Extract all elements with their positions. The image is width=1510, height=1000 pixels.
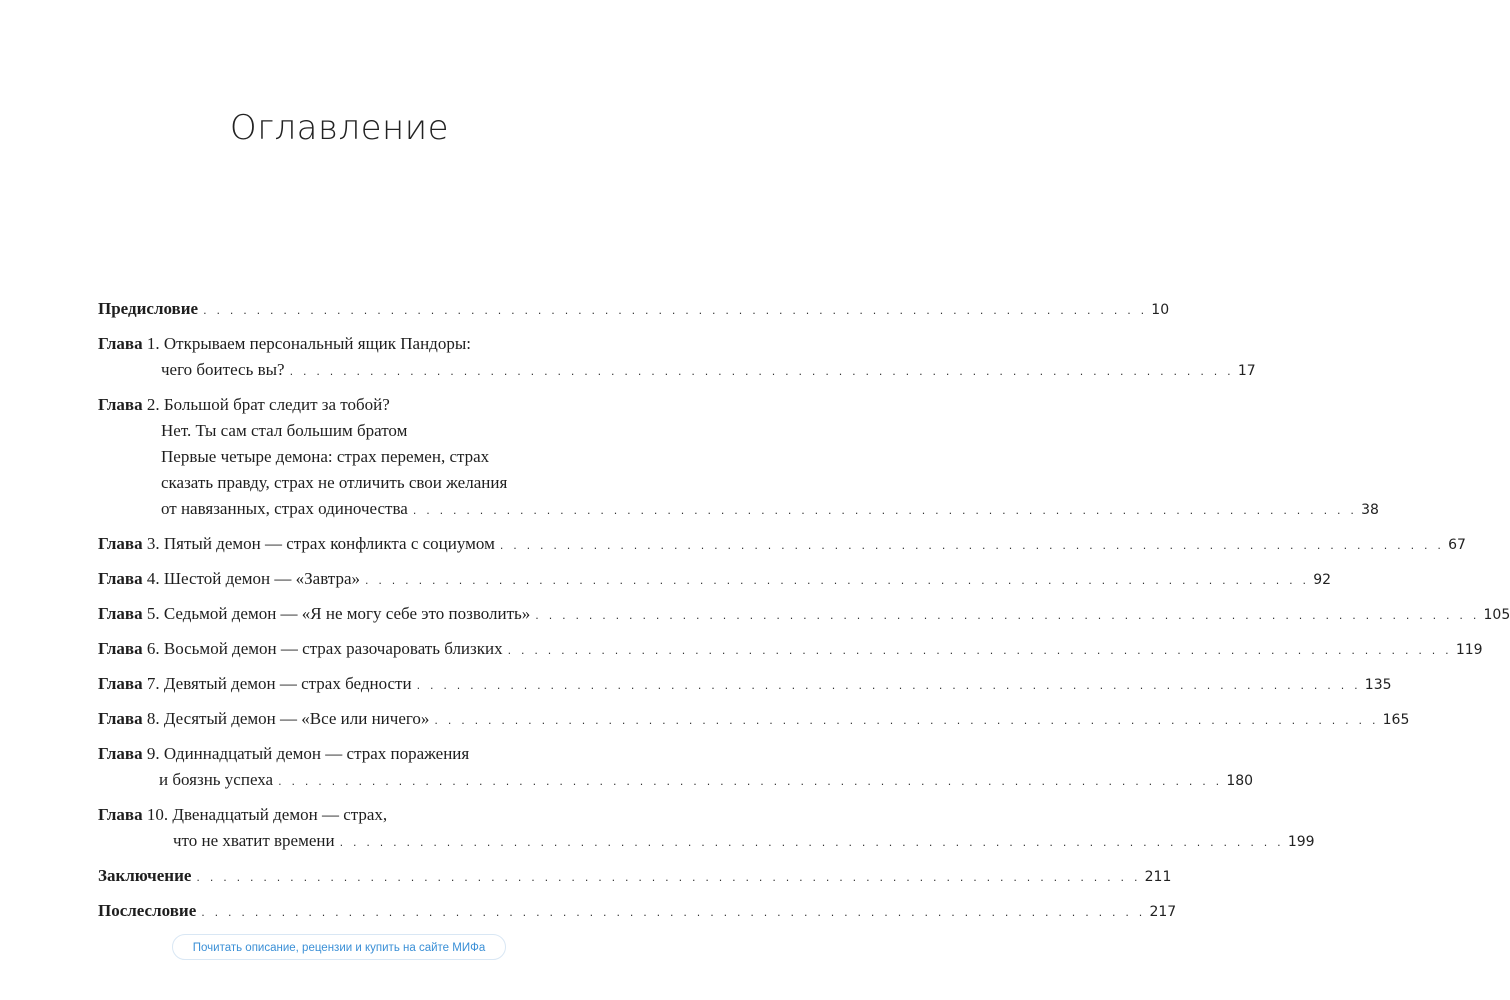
entry-label: Послесловие (98, 901, 197, 920)
toc-line (98, 357, 1256, 383)
page-number: 10 (1151, 302, 1170, 318)
toc-line (98, 898, 1177, 924)
toc-entry-chapter-6[interactable] (98, 636, 1483, 662)
toc-line (98, 470, 582, 496)
chapter-number: 9 (142, 744, 156, 763)
toc-entry-afterword[interactable] (98, 898, 1177, 924)
entry-label: Предисловие (98, 299, 199, 318)
page-number: 92 (1313, 572, 1332, 588)
chapter-number: 3 (142, 534, 156, 553)
page-number: 17 (1237, 363, 1256, 379)
dot-leader: . . . . . . . . . . . . . . . . . . . . . . . . . . . . . . . . . . . . . . . . . . . . . . . . . . . . . . . . . . . . . . . . . . . . . . . (196, 871, 1141, 884)
toc-line (98, 444, 582, 470)
toc-entry-chapter-5[interactable] (98, 601, 1510, 627)
entry-label: Глава (98, 334, 143, 353)
dot-leader: . . . . . . . . . . . . . . . . . . . . . . . . . . . . . . . . . . . . . . . . . . . . . . . . . . . . . . . . . . . . . . . . . . . . . . . (507, 644, 1452, 657)
page-number: 217 (1149, 904, 1177, 920)
page-number: 165 (1382, 712, 1410, 728)
dot-leader: . . . . . . . . . . . . . . . . . . . . . . . . . . . . . . . . . . . . . . . . . . . . . . . . . . . . . . . . . . . . . . . . . . . . . . . (499, 539, 1445, 552)
entry-title-line: . Десятый демон — «Все или ничего» (155, 709, 430, 728)
chapter-number: 7 (142, 674, 156, 693)
toc-line (98, 706, 1410, 732)
toc-line (98, 828, 1315, 854)
toc-entry-preface[interactable] (98, 296, 1170, 322)
entry-label: Глава (98, 744, 143, 763)
table-of-contents (98, 296, 1510, 933)
chapter-number: 6 (142, 639, 156, 658)
entry-title-line: и боязнь успеха (159, 770, 274, 789)
entry-title-line: Первые четыре демона: страх перемен, страх (161, 447, 490, 466)
dot-leader: . . . . . . . . . . . . . . . . . . . . . . . . . . . . . . . . . . . . . . . . . . . . . . . . . . . . . . . . . . . . . . . . . . . . . . . (365, 574, 1310, 587)
chapter-number: 10 (142, 805, 164, 824)
entry-title-line: . Двенадцатый демон — страх, (163, 805, 388, 824)
promo-link[interactable]: Почитать описание, рецензии и купить на сайте МИФа (172, 934, 506, 960)
page-number: 135 (1364, 677, 1392, 693)
toc-line (98, 636, 1483, 662)
page-number: 211 (1144, 869, 1172, 885)
entry-label: Глава (98, 709, 143, 728)
entry-title-line: чего боитесь вы? (161, 360, 285, 379)
entry-title-line: . Одиннадцатый демон — страх поражения (155, 744, 470, 763)
entry-label: Глава (98, 569, 143, 588)
dot-leader: . . . . . . . . . . . . . . . . . . . . . . . . . . . . . . . . . . . . . . . . . . . . . . . . . . . . . . . . . . . . . . . . . . . . . . . (201, 906, 1146, 919)
dot-leader: . . . . . . . . . . . . . . . . . . . . . . . . . . . . . . . . . . . . . . . . . . . . . . . . . . . . . . . . . . . . . . . . . . . . . . . (416, 679, 1361, 692)
toc-line (98, 671, 1392, 697)
toc-line (98, 496, 1379, 522)
toc-entry-chapter-9[interactable] (98, 741, 1254, 793)
entry-label: Глава (98, 534, 143, 553)
page-number: 199 (1287, 834, 1315, 850)
page-number: 105 (1483, 607, 1510, 623)
toc-line (98, 296, 1170, 322)
toc-line (98, 802, 582, 828)
page-number: 119 (1455, 642, 1483, 658)
entry-title-line: . Пятый демон — страх конфликта с социумом (155, 534, 495, 553)
entry-label: Глава (98, 639, 143, 658)
toc-line (98, 741, 582, 767)
toc-entry-chapter-8[interactable] (98, 706, 1410, 732)
dot-leader: . . . . . . . . . . . . . . . . . . . . . . . . . . . . . . . . . . . . . . . . . . . . . . . . . . . . . . . . . . . . . . . . . . . . . . . (535, 609, 1480, 622)
entry-title-line: что не хватит времени (173, 831, 335, 850)
chapter-number: 1 (142, 334, 156, 353)
entry-label: Глава (98, 395, 143, 414)
toc-entry-chapter-4[interactable] (98, 566, 1332, 592)
entry-title-line: от навязанных, страх одиночества (161, 499, 408, 518)
entry-title-line: . Восьмой демон — страх разочаровать близких (155, 639, 503, 658)
toc-entry-chapter-3[interactable] (98, 531, 1466, 557)
dot-leader: . . . . . . . . . . . . . . . . . . . . . . . . . . . . . . . . . . . . . . . . . . . . . . . . . . . . . . . . . . . . . . . . . . . . . . . (278, 775, 1223, 788)
toc-entry-chapter-10[interactable] (98, 802, 1315, 854)
chapter-number: 8 (142, 709, 156, 728)
entry-title-line: . Шестой демон — «Завтра» (155, 569, 360, 588)
toc-entry-conclusion[interactable] (98, 863, 1172, 889)
toc-line (98, 531, 1466, 557)
dot-leader: . . . . . . . . . . . . . . . . . . . . . . . . . . . . . . . . . . . . . . . . . . . . . . . . . . . . . . . . . . . . . . . . . . . . . . . (434, 714, 1379, 727)
toc-line (98, 418, 582, 444)
chapter-number: 5 (142, 604, 156, 623)
entry-title-line: Нет. Ты сам стал большим братом (161, 421, 408, 440)
page-number: 38 (1361, 502, 1379, 518)
entry-title-line: . Седьмой демон — «Я не могу себе это позволить» (155, 604, 531, 623)
toc-entry-chapter-2[interactable] (98, 392, 1379, 522)
page-number: 180 (1226, 773, 1254, 789)
entry-title-line: сказать правду, страх не отличить свои желания (161, 473, 508, 492)
dot-leader: . . . . . . . . . . . . . . . . . . . . . . . . . . . . . . . . . . . . . . . . . . . . . . . . . . . . . . . . . . . . . . . . . . . . . . . (412, 504, 1358, 517)
entry-label: Глава (98, 805, 143, 824)
entry-label: Заключение (98, 866, 192, 885)
dot-leader: . . . . . . . . . . . . . . . . . . . . . . . . . . . . . . . . . . . . . . . . . . . . . . . . . . . . . . . . . . . . . . . . . . . . . . . (339, 836, 1284, 849)
dot-leader: . . . . . . . . . . . . . . . . . . . . . . . . . . . . . . . . . . . . . . . . . . . . . . . . . . . . . . . . . . . . . . . . . . . . . . . (289, 365, 1234, 378)
entry-label: Глава (98, 604, 143, 623)
entry-label: Глава (98, 674, 143, 693)
entry-title-line: . Открываем персональный ящик Пандоры: (155, 334, 471, 353)
page-title: Оглавление (229, 108, 450, 148)
chapter-number: 4 (142, 569, 156, 588)
entry-title-line: . Девятый демон — страх бедности (155, 674, 412, 693)
toc-line (98, 767, 1254, 793)
dot-leader: . . . . . . . . . . . . . . . . . . . . . . . . . . . . . . . . . . . . . . . . . . . . . . . . . . . . . . . . . . . . . . . . . . . . . . . (203, 304, 1148, 317)
toc-line (98, 331, 582, 357)
toc-entry-chapter-1[interactable] (98, 331, 1256, 383)
page-number: 67 (1448, 537, 1466, 553)
chapter-number: 2 (142, 395, 156, 414)
toc-line (98, 392, 582, 418)
toc-entry-chapter-7[interactable] (98, 671, 1392, 697)
entry-title-line: . Большой брат следит за тобой? (155, 395, 390, 414)
toc-line (98, 863, 1172, 889)
toc-line (98, 566, 1332, 592)
toc-line (98, 601, 1510, 627)
